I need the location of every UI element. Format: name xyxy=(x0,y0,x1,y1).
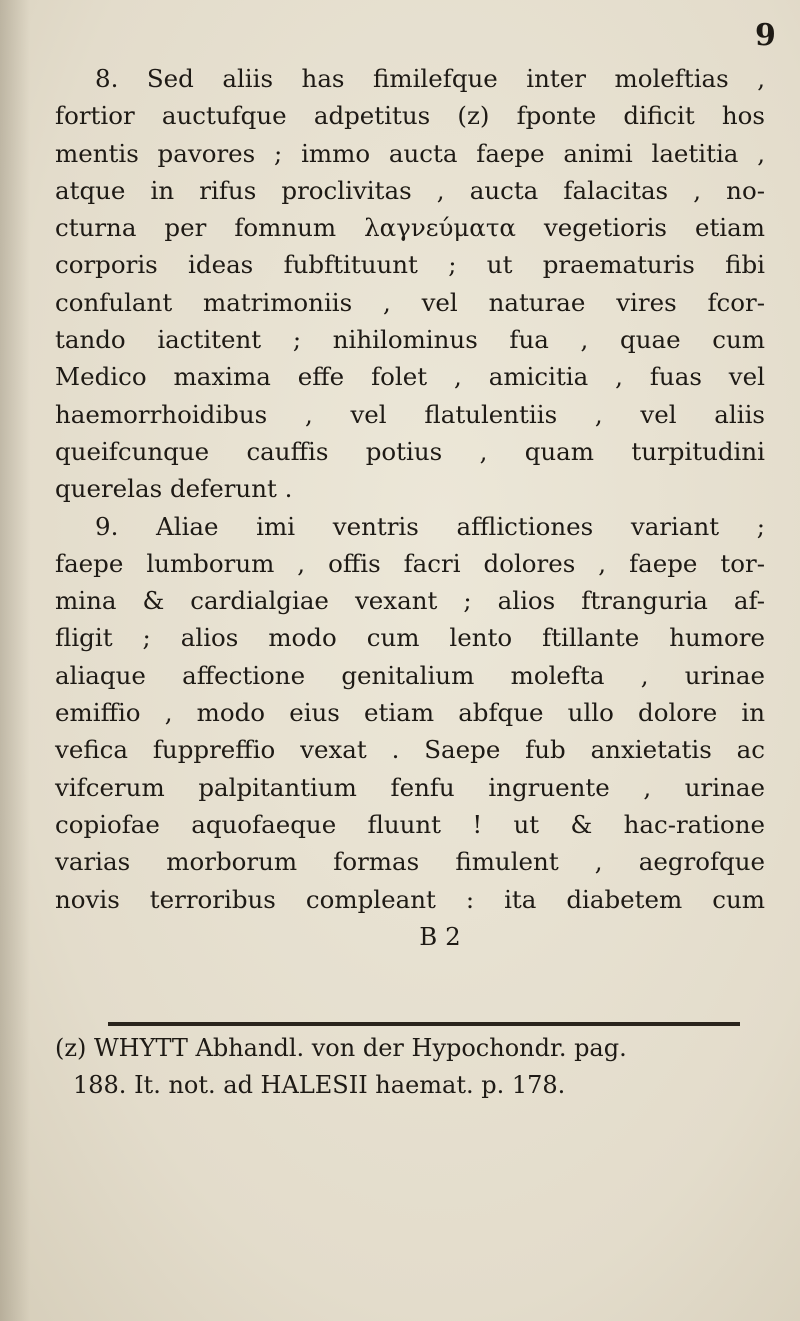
paragraph-8-line: tando iactitent ; nihilominus fua , quae cum xyxy=(55,325,765,355)
paragraph-8-line: Medico maxima effe folet , amicitia , fuas vel xyxy=(55,362,765,392)
paragraph-8-line: 8. Sed aliis has fimilefque inter moleftias , xyxy=(95,64,765,93)
paragraph-9-line: emiffio , modo eius etiam abfque ullo dolore in xyxy=(55,698,765,728)
paragraph-9-line: copiofae aquofaeque fluunt ! ut & hac-ratione xyxy=(55,809,765,839)
paragraph-9-line: aliaque affectione genitalium molefta , urinae xyxy=(55,660,765,690)
page-number: 9 xyxy=(755,18,776,53)
paragraph-8-line: mentis pavores ; immo aucta faepe animi laetitia , xyxy=(55,138,765,168)
paragraph-8-line: queifcunque cauffis potius , quam turpitudini xyxy=(55,436,765,466)
paragraph-9-line: novis terroribus compleant : ita diabetem cum xyxy=(55,884,765,914)
footnote-rule xyxy=(108,1022,740,1026)
footnote-line: 188. It. not. ad HALESII haemat. p. 178. xyxy=(73,1071,566,1099)
paragraph-9-line: mina & cardialgiae vexant ; alios ftranguria af- xyxy=(55,586,765,616)
paragraph-8-line: querelas deferunt . xyxy=(55,474,293,504)
paragraph-9-line: 9. Aliae imi ventris afflictiones variant ; xyxy=(95,511,765,541)
paragraph-9-line: vifcerum palpitantium fenfu ingruente , urinae xyxy=(55,772,765,802)
paragraph-8-line: corporis ideas fubftituunt ; ut praematuris fibi xyxy=(55,250,765,280)
paragraph-8-line: fortior auctufque adpetitus (z) fponte dificit hos xyxy=(55,101,765,131)
paragraph-9-line: varias morborum formas fimulent , aegrofque xyxy=(55,847,765,877)
footnote-line: (z) WHYTT Abhandl. von der Hypochondr. pag. xyxy=(55,1034,627,1062)
body-text xyxy=(55,60,765,955)
signature-mark: B 2 xyxy=(419,921,461,951)
paragraph-8-line: cturna per fomnum λαγνεύματα vegetioris etiam xyxy=(55,213,765,243)
paragraph-8-line: atque in rifus proclivitas , aucta falacitas , no- xyxy=(55,175,765,205)
paragraph-9-line: faepe lumborum , offis facri dolores , faepe tor- xyxy=(55,548,765,578)
footnote xyxy=(55,1030,745,1104)
paragraph-8-line: confulant matrimoniis , vel naturae vires fcor- xyxy=(55,287,765,317)
paragraph-9-line: vefica fuppreffio vexat . Saepe fub anxietatis ac xyxy=(55,735,765,765)
page-edge-shadow xyxy=(0,0,30,1321)
paragraph-8-line: haemorrhoidibus , vel flatulentiis , vel aliis xyxy=(55,399,765,429)
paragraph-9-line: fligit ; alios modo cum lento ftillante humore xyxy=(55,623,765,653)
